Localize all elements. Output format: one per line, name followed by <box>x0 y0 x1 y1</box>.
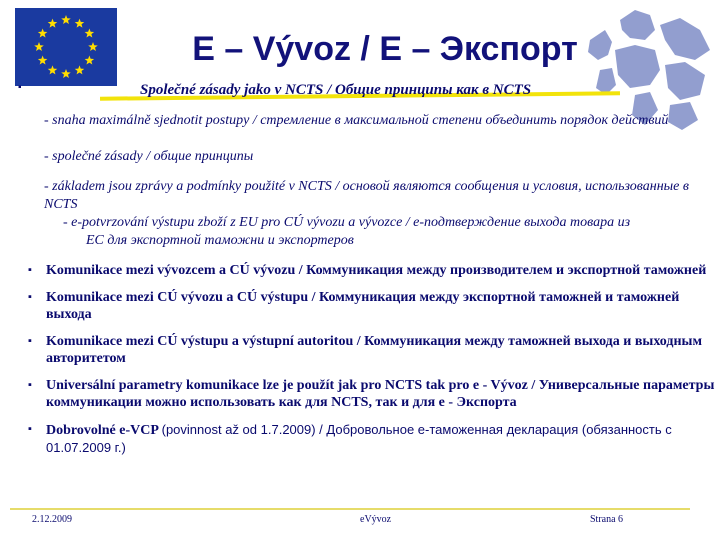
intro-line-unify: - snaha maximálně sjednotit postupy / стремление в максимальной степени объединить порядок действий <box>44 113 669 128</box>
bullet-icon: ▪ <box>28 379 32 391</box>
bullet-text: Universální parametry komunikace lze je použít jak pro NCTS tak pro e - Vývoz / Универсальные параметры коммуникации можно использовать как для NCTS, так и для е - Экспорта <box>46 378 715 410</box>
subtitle-bullet-icon: ▪ <box>18 82 22 93</box>
bullet-icon: ▪ <box>28 291 32 303</box>
europe-map-graphic <box>560 0 720 160</box>
intro-line-confirmation-a: - e-potvrzování výstupu zboží z EU pro CÚ vývozu a vývozce / e-подтверждение выхода товара из <box>63 215 631 230</box>
slide-title: E – Vývoz / E – Экспорт <box>192 30 578 68</box>
bullet-icon: ▪ <box>28 264 32 276</box>
bullet-icon: ▪ <box>28 335 32 347</box>
footer-page-number: Strana 6 <box>590 514 624 525</box>
bullet-text: Komunikace mezi CÚ výstupu a výstupní autoritou / Коммуникация между таможней выхода и выходным авторитетом <box>46 334 703 366</box>
intro-line-confirmation-b: EC для экспортной таможни и экспортеров <box>86 233 354 248</box>
footer-center-label: eVývoz <box>360 514 392 525</box>
bullet-item <box>28 333 716 367</box>
slide-subtitle: Společné zásady jako v NCTS / Общие принципы как в NCTS <box>140 82 532 98</box>
bullet-icon: ▪ <box>28 423 32 435</box>
footer-date: 2.12.2009 <box>32 514 72 525</box>
footer-divider <box>10 508 690 510</box>
bullet-item <box>28 377 716 411</box>
bullet-text: Komunikace mezi vývozcem a CÚ vývozu / Коммуникация между производителем и экспортной таможней <box>46 263 707 278</box>
bullet-item <box>28 262 716 279</box>
bullet-item <box>28 289 716 323</box>
bullet-text: Dobrovolné e-VCP <box>46 423 162 438</box>
bullet-text: Komunikace mezi CÚ vývozu a CÚ výstupu / Коммуникация между экспортной таможней и таможней выхода <box>46 290 680 322</box>
intro-line-confirmation <box>63 214 713 250</box>
bullet-item <box>28 421 716 457</box>
bullet-list <box>28 262 716 457</box>
bullet-text-extra: (povinnost až od 1.7.2009) / Добровольное е-таможенная декларация (обязанность с 01.07.2009 г.) <box>46 422 672 455</box>
intro-line-messages: - základem jsou zprávy a podmínky použité v NCTS / основой являются сообщения и условия, использованные в NCTS <box>44 179 689 212</box>
eu-flag-logo <box>15 8 117 86</box>
intro-line-principles: - společné zásady / общие принципы <box>44 149 254 164</box>
